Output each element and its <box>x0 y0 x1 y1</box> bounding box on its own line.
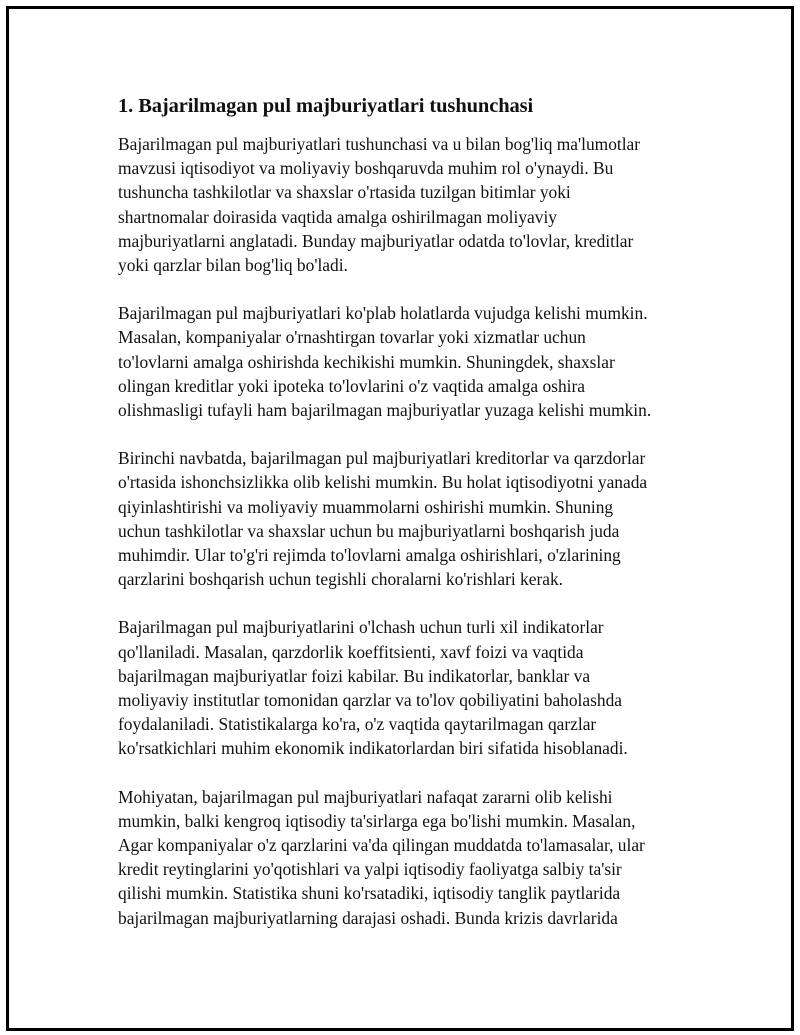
paragraph: Bajarilmagan pul majburiyatlari ko'plab holatlarda vujudga kelishi mumkin. Masalan, kompaniyalar o'rnashtirgan tovarlar yoki xizmatlar uchun to'lovlarni amalga oshirishda kechikishi mumkin. Shuningdek, shaxslar olingan kreditlar yoki ipoteka to'lovlarini o'z vaqtida amalga oshira olishmasligi tufayli ham bajarilmagan majburiyatlar yuzaga kelishi mumkin. <box>118 303 652 421</box>
paragraph: Birinchi navbatda, bajarilmagan pul majburiyatlari kreditorlar va qarzdorlar o'rtasida ishonchsizlikka olib kelishi mumkin. Bu holat iqtisodiyotni yanada qiyinlashtirishi va moliyaviy muammolarni oshirishi mumkin. Shuning uchun tashkilotlar va shaxslar uchun bu majburiyatlarni boshqarish juda muhimdir. Ular to'g'ri rejimda to'lovlarni amalga oshirishlari, o'zlarining qarzlarini boshqarish uchun tegishli choralarni ko'rishlari kerak. <box>118 448 648 590</box>
paragraph: Mohiyatan, bajarilmagan pul majburiyatlari nafaqat zararni olib kelishi mumkin, balki kengroq iqtisodiy ta'sirlarga ega bo'lishi mumkin. Masalan, Agar kompaniyalar o'z qarzlarini va'da qilingan muddatda to'lamasalar, ular kredit reytinglarini yo'qotishlari va yalpi iqtisodiy faoliyatga salbiy ta'sir qilishi mumkin. Statistika shuni ko'rsatadiki, iqtisodiy tanglik paytlarida bajarilmagan majburiyatlarning darajasi oshadi. Bunda krizis davrlarida <box>118 786 645 928</box>
paragraph: Bajarilmagan pul majburiyatlarini o'lchash uchun turli xil indikatorlar qo'llaniladi. Masalan, qarzdorlik koeffitsienti, xavf foizi va vaqtida bajarilmagan majburiyatlar foizi kabilar. Bu indikatorlar, banklar va moliyaviy institutlar tomonidan qarzlar va to'lov qobiliyatini baholashda foydalaniladi. Statistikalarga ko'ra, o'z vaqtida qaytarilmagan qarzlar ko'rsatkichlari muhim ekonomik indikatorlardan biri sifatida hisoblanadi. <box>118 617 628 759</box>
document-body <box>118 92 688 954</box>
paragraph: Bajarilmagan pul majburiyatlari tushunchasi va u bilan bog'liq ma'lumotlar mavzusi iqtisodiyot va moliyaviy boshqaruvda muhim rol o'ynaydi. Bu tushuncha tashkilotlar va shaxslar o'rtasida tuzilgan bitimlar yoki shartnomalar doirasida vaqtida amalga oshirilmagan moliyaviy majburiyatlarni anglatadi. Bunday majburiyatlar odatda to'lovlar, kreditlar yoki qarzlar bilan bog'liq bo'ladi. <box>118 134 641 276</box>
section-heading: 1. Bajarilmagan pul majburiyatlari tushunchasi <box>118 95 534 117</box>
